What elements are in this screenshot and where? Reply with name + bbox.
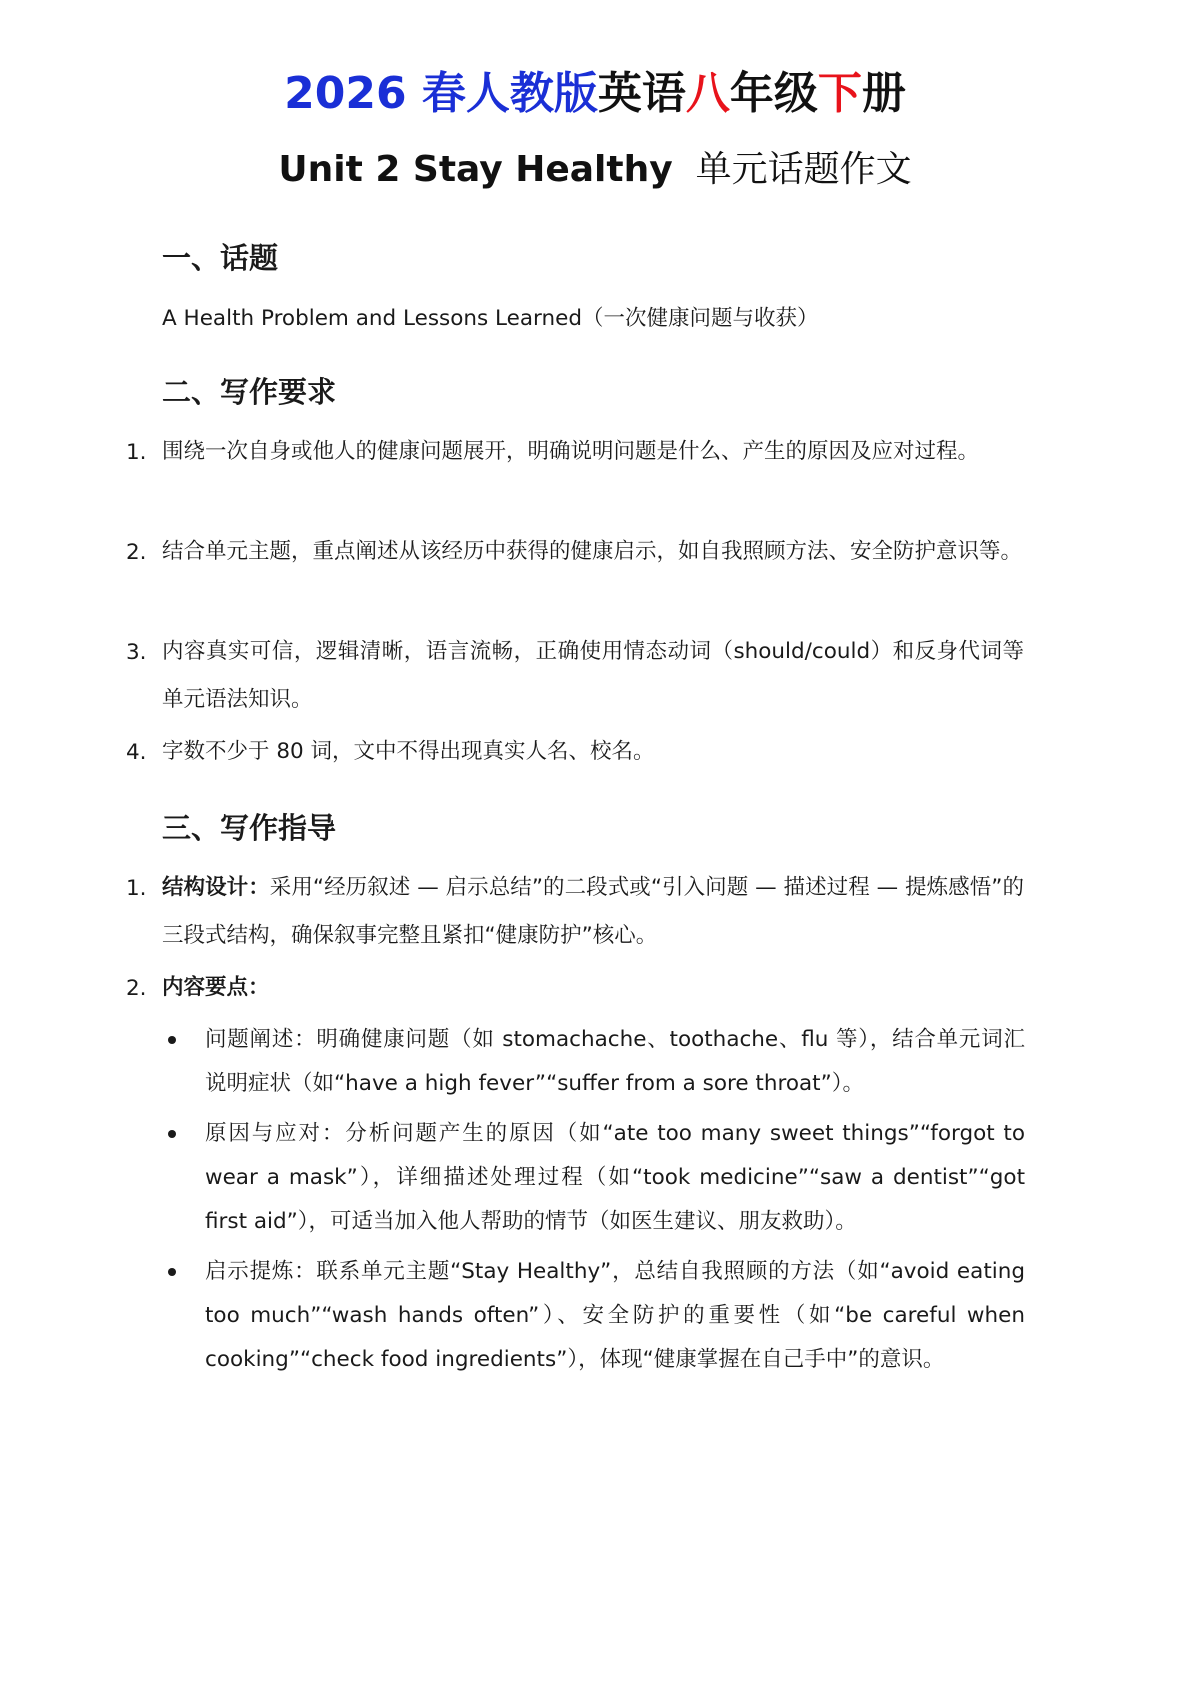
guidance-label-structure: 结构设计：: [162, 875, 270, 900]
requirement-number-4: 4.: [126, 740, 147, 765]
section-heading-guidance: 三、写作指导: [162, 811, 337, 845]
title-volume: 册: [861, 68, 906, 119]
content-point-cause-response: 原因与应对：分析问题产生的原因（如“ate too many sweet things”“forgot to wear a mask”），详细描述处理过程（如“took medicine”“saw a dentist”“got first aid”），可适当加入他人帮助的情节（如医生建议、朋友救助）。: [205, 1121, 1025, 1234]
guidance-label-content: 内容要点：: [162, 975, 270, 1000]
title-grade-number: 八: [685, 68, 730, 119]
document-subtitle: [0, 146, 1190, 194]
title-year: 2026: [284, 68, 407, 119]
requirement-item-2: 结合单元主题，重点阐述从该经历中获得的健康启示，如自我照顾方法、安全防护意识等。: [162, 539, 1023, 564]
section-heading-requirements: 二、写作要求: [162, 375, 337, 409]
guidance-number-1: 1.: [126, 876, 147, 901]
guidance-item-content: [162, 964, 1024, 1012]
content-point-lesson: 启示提炼：联系单元主题“Stay Healthy”，总结自我照顾的方法（如“avoid eating too much”“wash hands often”）、安全防护的重要性（如“be careful when cooking”“check food ingredients”），体现“健康掌握在自己手中”的意识。: [205, 1259, 1025, 1372]
topic-text: A Health Problem and Lessons Learned（一次健康问题与收获）: [162, 306, 819, 331]
content-point-problem: 问题阐述：明确健康问题（如 stomachache、toothache、flu 等），结合单元词汇说明症状（如“have a high fever”“suffer from a sore throat”）。: [205, 1027, 1025, 1096]
requirement-number-2: 2.: [126, 540, 147, 565]
subtitle-unit: Unit 2 Stay Healthy: [278, 149, 673, 190]
bullet-dot: [168, 1036, 176, 1044]
title-grade: 年级: [729, 68, 818, 119]
document-title: [0, 66, 1190, 122]
bullet-dot: [168, 1268, 176, 1276]
title-publisher: 春人教版: [421, 68, 598, 119]
requirement-item-3: 内容真实可信，逻辑清晰，语言流畅，正确使用情态动词（should/could）和反身代词等单元语法知识。: [162, 639, 1024, 712]
section-heading-topic: 一、话题: [162, 241, 279, 275]
requirement-item-4: 字数不少于 80 词，文中不得出现真实人名、校名。: [162, 739, 655, 764]
requirement-number-3: 3.: [126, 640, 147, 665]
title-subject: 英语: [597, 68, 686, 119]
bullet-dot: [168, 1130, 176, 1138]
title-volume-marker: 下: [817, 68, 862, 119]
requirement-item-1: 围绕一次自身或他人的健康问题展开，明确说明问题是什么、产生的原因及应对过程。: [162, 439, 980, 464]
requirement-number-1: 1.: [126, 440, 147, 465]
guidance-number-2: 2.: [126, 976, 147, 1001]
subtitle-topic: 单元话题作文: [695, 149, 912, 190]
guidance-item-structure: [162, 864, 1024, 960]
guidance-text-structure: 采用“经历叙述 — 启示总结”的二段式或“引入问题 — 描述过程 — 提炼感悟”的三段式结构，确保叙事完整且紧扣“健康防护”核心。: [162, 875, 1024, 948]
